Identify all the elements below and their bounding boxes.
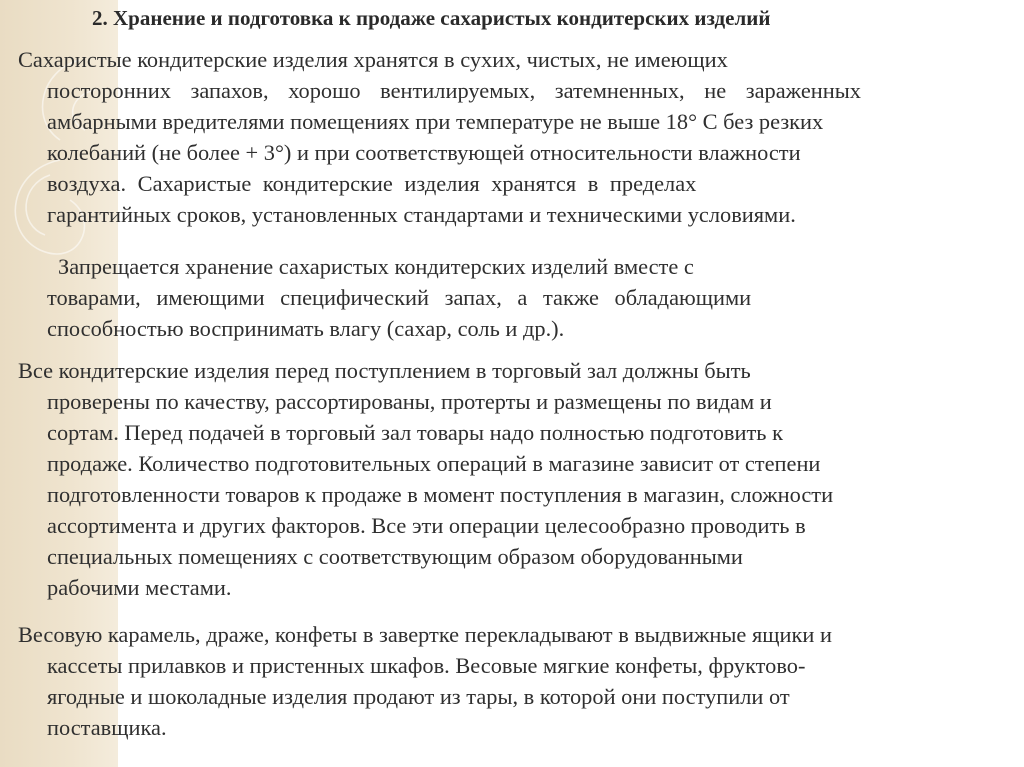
- text-line: специальных помещениях с соответствующим образом оборудованными: [47, 544, 743, 569]
- text-line: амбарными вредителями помещениях при температуре не выше 18° С без резких: [47, 109, 824, 134]
- text-line: Весовую карамель, драже, конфеты в завертке перекладывают в выдвижные ящики и: [18, 622, 832, 647]
- paragraph-caramel: [18, 619, 832, 743]
- text-line: гарантийных сроков, установленных стандартами и техническими условиями.: [47, 202, 796, 227]
- text-line: сортам. Перед подачей в торговый зал товары надо полностью подготовить к: [47, 420, 783, 445]
- text-line: воздуха. Сахаристые кондитерские изделия хранятся в пределах: [47, 171, 697, 196]
- text-line: способностью воспринимать влагу (сахар, соль и др.).: [47, 316, 565, 341]
- text-line: ягодные и шоколадные изделия продают из тары, в которой они поступили от: [47, 684, 790, 709]
- paragraph-preparation: [18, 355, 833, 603]
- text-line: кассеты прилавков и пристенных шкафов. Весовые мягкие конфеты, фруктово-: [47, 653, 806, 678]
- text-line: продаже. Количество подготовительных операций в магазине зависит от степени: [47, 451, 821, 476]
- text-line: посторонних запахов, хорошо вентилируемых, затемненных, не зараженных: [47, 78, 861, 103]
- text-line: проверены по качеству, рассортированы, протерты и размещены по видам и: [47, 389, 772, 414]
- text-line: Все кондитерские изделия перед поступлением в торговый зал должны быть: [18, 358, 751, 383]
- text-line: рабочими местами.: [47, 575, 232, 600]
- text-line: Запрещается хранение сахаристых кондитерских изделий вместе с: [58, 254, 694, 279]
- text-line: поставщика.: [47, 715, 167, 740]
- text-line: Сахаристые кондитерские изделия хранятся в сухих, чистых, не имеющих: [18, 47, 728, 72]
- paragraph-prohibition: [18, 251, 751, 344]
- text-line: товарами, имеющими специфический запах, а также обладающими: [47, 285, 752, 310]
- text-line: колебаний (не более + 3°) и при соответствующей относительности влажности: [47, 140, 801, 165]
- slide-title: 2. Хранение и подготовка к продаже сахаристых кондитерских изделий: [92, 6, 771, 30]
- paragraph-storage: [18, 44, 861, 230]
- text-line: подготовленности товаров к продаже в момент поступления в магазин, сложности: [47, 482, 834, 507]
- text-line: ассортимента и других факторов. Все эти операции целесообразно проводить в: [47, 513, 806, 538]
